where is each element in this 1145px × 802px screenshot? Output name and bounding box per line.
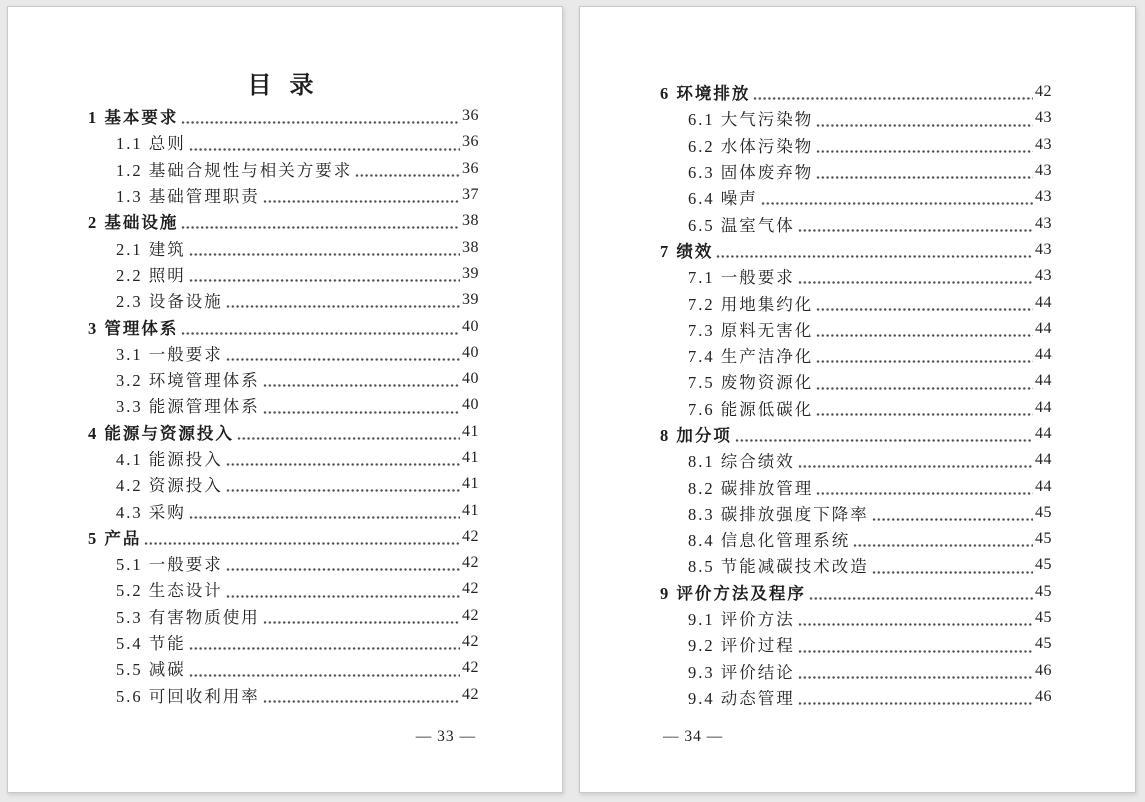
toc-entry-pagenum: 45 xyxy=(1035,635,1052,653)
toc-entry-subsection xyxy=(88,550,479,576)
dot-leader xyxy=(226,462,460,467)
toc-entry-label: 6.2 水体污染物 xyxy=(688,136,814,156)
dot-leader xyxy=(872,570,1033,575)
toc-entry-pagenum: 44 xyxy=(1035,398,1052,416)
toc-entry-label: 6.1 大气污染物 xyxy=(688,110,814,130)
toc-entry-pagenum: 43 xyxy=(1035,109,1052,127)
toc-entry-pagenum: 42 xyxy=(462,606,479,624)
dot-leader xyxy=(263,383,460,388)
toc-entry-subsection xyxy=(88,497,479,523)
toc-entry-label: 9.3 评价结论 xyxy=(688,662,795,682)
toc-entry-pagenum: 39 xyxy=(462,291,479,309)
dot-leader xyxy=(189,515,460,520)
toc-list-page-33 xyxy=(88,103,479,708)
toc-entry-label: 3.3 能源管理体系 xyxy=(116,397,260,417)
toc-entry-subsection xyxy=(88,576,479,602)
toc-entry-pagenum: 40 xyxy=(462,396,479,414)
dot-leader xyxy=(226,304,460,309)
dot-leader xyxy=(226,567,460,572)
dot-leader xyxy=(798,701,1033,706)
toc-entry-section xyxy=(88,524,479,550)
toc-entry-pagenum: 39 xyxy=(462,264,479,282)
dot-leader xyxy=(816,307,1033,312)
dot-leader xyxy=(816,386,1033,391)
toc-entry-label: 5.4 节能 xyxy=(116,634,186,654)
toc-entry-pagenum: 46 xyxy=(1035,687,1052,705)
dot-leader xyxy=(753,96,1033,101)
dot-leader xyxy=(798,228,1033,233)
toc-entry-pagenum: 43 xyxy=(1035,267,1052,285)
toc-entry-subsection xyxy=(660,105,1052,131)
toc-entry-pagenum: 45 xyxy=(1035,530,1052,548)
toc-entry-pagenum: 45 xyxy=(1035,503,1052,521)
toc-entry-pagenum: 45 xyxy=(1035,609,1052,627)
dot-leader xyxy=(798,622,1033,627)
toc-entry-pagenum: 38 xyxy=(462,212,479,230)
dot-leader xyxy=(872,517,1033,522)
toc-entry-label: 4.1 能源投入 xyxy=(116,450,223,469)
dot-leader xyxy=(181,120,460,125)
toc-entry-pagenum: 41 xyxy=(462,449,479,466)
toc-entry-label: 7 绩效 xyxy=(660,241,714,261)
toc-entry-subsection xyxy=(660,552,1052,578)
toc-entry-pagenum: 41 xyxy=(462,475,479,493)
toc-entry-subsection xyxy=(660,263,1052,289)
toc-entry-subsection xyxy=(660,500,1052,526)
toc-entry-label: 1 基本要求 xyxy=(88,108,179,128)
toc-entry-label: 6.3 固体废弃物 xyxy=(688,163,814,183)
dot-leader xyxy=(735,438,1033,443)
toc-entry-label: 2 基础设施 xyxy=(88,213,179,233)
toc-entry-label: 6.4 噪声 xyxy=(688,189,758,209)
dot-leader xyxy=(226,594,460,599)
dot-leader xyxy=(226,357,460,362)
dot-leader xyxy=(816,149,1033,154)
toc-entry-subsection xyxy=(88,129,479,155)
dot-leader xyxy=(263,199,460,204)
toc-entry-subsection xyxy=(88,366,479,392)
toc-entry-label: 2.2 照明 xyxy=(116,265,186,285)
toc-entry-section xyxy=(88,103,479,129)
toc-entry-label: 7.5 废物资源化 xyxy=(688,373,814,393)
toc-entry-label: 5.1 一般要求 xyxy=(116,555,223,575)
toc-entry-label: 7.6 能源低碳化 xyxy=(688,399,814,419)
toc-entry-label: 5 产品 xyxy=(88,528,142,548)
toc-entry-label: 9.1 评价方法 xyxy=(688,610,795,630)
toc-entry-pagenum: 43 xyxy=(1035,240,1052,258)
toc-entry-label: 5.2 生态设计 xyxy=(116,581,223,601)
toc-entry-pagenum: 44 xyxy=(1035,372,1052,390)
toc-entry-subsection xyxy=(660,210,1052,236)
toc-entry-label: 8.3 碳排放强度下降率 xyxy=(688,504,869,524)
toc-entry-subsection xyxy=(660,526,1052,552)
page-number-footer-33: — 33 — xyxy=(415,728,476,745)
toc-entry-label: 4.2 资源投入 xyxy=(116,476,223,496)
toc-entry-label: 9.2 评价过程 xyxy=(688,636,795,656)
toc-entry-pagenum: 42 xyxy=(462,659,479,677)
toc-entry-label: 3.2 环境管理体系 xyxy=(116,371,260,391)
dot-leader xyxy=(798,464,1033,469)
toc-list-page-34 xyxy=(660,79,1052,710)
dot-leader xyxy=(816,359,1033,364)
dot-leader xyxy=(816,333,1033,338)
toc-entry-pagenum: 43 xyxy=(1035,162,1052,180)
toc-entry-subsection xyxy=(660,631,1052,657)
toc-entry-subsection xyxy=(88,655,479,681)
toc-entry-pagenum: 44 xyxy=(1035,319,1052,337)
dot-leader xyxy=(263,620,460,625)
toc-entry-label: 9.4 动态管理 xyxy=(688,688,795,708)
toc-entry-label: 1.3 基础管理职责 xyxy=(116,187,260,207)
dot-leader xyxy=(355,173,460,178)
toc-entry-label: 2.1 建筑 xyxy=(116,239,186,259)
toc-entry-section xyxy=(660,237,1052,263)
toc-entry-subsection xyxy=(88,603,479,629)
toc-entry-label: 5.5 减碳 xyxy=(116,660,186,680)
toc-entry-pagenum: 37 xyxy=(462,186,479,204)
toc-entry-section xyxy=(88,419,479,445)
toc-entry-subsection xyxy=(88,156,479,182)
toc-entry-subsection xyxy=(660,184,1052,210)
toc-entry-pagenum: 42 xyxy=(462,685,479,703)
toc-entry-label: 9 评价方法及程序 xyxy=(660,583,806,603)
dot-leader xyxy=(263,699,460,704)
toc-entry-label: 4 能源与资源投入 xyxy=(88,423,234,443)
page-33 xyxy=(7,6,563,793)
dot-leader xyxy=(263,410,460,415)
dot-leader xyxy=(816,412,1033,417)
toc-entry-label: 2.3 设备设施 xyxy=(116,292,223,312)
dot-leader xyxy=(809,596,1033,601)
toc-entry-subsection xyxy=(88,392,479,418)
dot-leader xyxy=(181,331,460,336)
toc-entry-pagenum: 42 xyxy=(1035,83,1052,101)
dot-leader xyxy=(798,280,1033,285)
toc-entry-pagenum: 44 xyxy=(1035,293,1052,311)
dot-leader xyxy=(816,491,1033,496)
toc-entry-subsection xyxy=(660,289,1052,315)
dot-leader xyxy=(226,488,460,493)
toc-entry-pagenum: 43 xyxy=(1035,188,1052,206)
toc-entry-label: 3 管理体系 xyxy=(88,318,179,338)
dot-leader xyxy=(816,123,1033,128)
toc-entry-pagenum: 43 xyxy=(1035,135,1052,153)
toc-entry-pagenum: 36 xyxy=(462,107,479,125)
toc-entry-subsection xyxy=(88,261,479,287)
toc-entry-label: 5.6 可回收利用率 xyxy=(116,686,260,706)
toc-entry-pagenum: 44 xyxy=(1035,346,1052,364)
toc-entry-section xyxy=(88,313,479,339)
dot-leader xyxy=(816,175,1033,180)
dot-leader xyxy=(189,673,460,678)
toc-entry-pagenum: 45 xyxy=(1035,556,1052,574)
toc-entry-pagenum: 42 xyxy=(462,633,479,651)
dot-leader xyxy=(189,147,460,152)
toc-entry-pagenum: 42 xyxy=(462,527,479,545)
dot-leader xyxy=(189,278,460,283)
toc-entry-subsection xyxy=(660,158,1052,184)
dot-leader xyxy=(853,543,1033,548)
page-34 xyxy=(579,6,1136,793)
toc-entry-pagenum: 38 xyxy=(462,238,479,256)
toc-entry-label: 6.5 温室气体 xyxy=(688,215,795,235)
toc-entry-subsection xyxy=(660,447,1052,473)
toc-title: 目 录 xyxy=(247,73,320,99)
toc-entry-label: 1.2 基础合规性与相关方要求 xyxy=(116,160,353,180)
toc-entry-subsection xyxy=(660,395,1052,421)
toc-entry-subsection xyxy=(660,132,1052,158)
toc-entry-pagenum: 41 xyxy=(462,501,479,519)
dot-leader xyxy=(189,646,460,651)
toc-entry-pagenum: 44 xyxy=(1035,425,1052,442)
toc-entry-pagenum: 41 xyxy=(462,422,479,440)
toc-entry-label: 8.4 信息化管理系统 xyxy=(688,531,851,551)
toc-entry-pagenum: 42 xyxy=(462,580,479,598)
toc-entry-subsection xyxy=(88,287,479,313)
toc-entry-subsection xyxy=(660,368,1052,394)
toc-entry-subsection xyxy=(88,182,479,208)
toc-entry-pagenum: 36 xyxy=(462,159,479,177)
toc-entry-label: 7.2 用地集约化 xyxy=(688,294,814,314)
toc-entry-pagenum: 45 xyxy=(1035,582,1052,600)
dot-leader xyxy=(716,254,1033,259)
toc-entry-pagenum: 46 xyxy=(1035,661,1052,679)
toc-entry-section xyxy=(88,208,479,234)
toc-entry-subsection xyxy=(88,234,479,260)
toc-entry-subsection xyxy=(88,629,479,655)
dot-leader xyxy=(798,649,1033,654)
toc-entry-label: 8.2 碳排放管理 xyxy=(688,478,814,498)
toc-entry-pagenum: 44 xyxy=(1035,451,1052,469)
toc-entry-subsection xyxy=(660,316,1052,342)
toc-entry-subsection xyxy=(88,445,479,471)
toc-entry-pagenum: 40 xyxy=(462,317,479,335)
dot-leader xyxy=(237,436,460,441)
toc-entry-subsection xyxy=(660,473,1052,499)
toc-entry-subsection xyxy=(88,340,479,366)
toc-entry-section xyxy=(660,79,1052,105)
toc-entry-label: 7.1 一般要求 xyxy=(688,268,795,288)
toc-entry-subsection xyxy=(660,605,1052,631)
toc-entry-label: 3.1 一般要求 xyxy=(116,344,223,364)
toc-entry-label: 7.3 原料无害化 xyxy=(688,320,814,340)
toc-entry-subsection xyxy=(660,342,1052,368)
dot-leader xyxy=(761,201,1033,206)
toc-entry-subsection xyxy=(88,471,479,497)
toc-entry-label: 8 加分项 xyxy=(660,426,732,445)
toc-entry-pagenum: 40 xyxy=(462,343,479,361)
page-number-footer-34: — 34 — xyxy=(663,728,724,745)
dot-leader xyxy=(144,541,460,546)
toc-entry-pagenum: 43 xyxy=(1035,214,1052,232)
toc-entry-label: 4.3 采购 xyxy=(116,502,186,522)
toc-entry-pagenum: 44 xyxy=(1035,477,1052,495)
toc-entry-section xyxy=(660,421,1052,447)
dot-leader xyxy=(189,252,460,257)
dot-leader xyxy=(181,225,460,230)
toc-entry-pagenum: 40 xyxy=(462,370,479,388)
toc-entry-label: 5.3 有害物质使用 xyxy=(116,607,260,627)
toc-entry-pagenum: 42 xyxy=(462,554,479,572)
toc-entry-subsection xyxy=(660,658,1052,684)
dot-leader xyxy=(798,675,1033,680)
toc-entry-label: 8.5 节能减碳技术改造 xyxy=(688,557,869,577)
toc-entry-label: 6 环境排放 xyxy=(660,84,751,104)
toc-entry-label: 8.1 综合绩效 xyxy=(688,452,795,472)
toc-entry-label: 7.4 生产洁净化 xyxy=(688,347,814,367)
toc-entry-section xyxy=(660,579,1052,605)
toc-entry-label: 1.1 总则 xyxy=(116,134,186,154)
toc-entry-pagenum: 36 xyxy=(462,133,479,151)
toc-entry-subsection xyxy=(88,682,479,708)
toc-entry-subsection xyxy=(660,684,1052,710)
